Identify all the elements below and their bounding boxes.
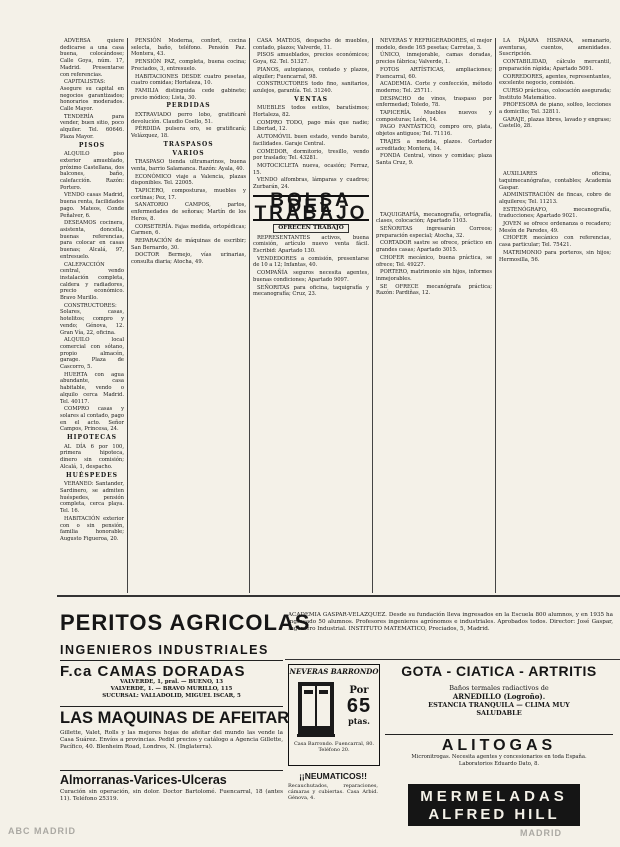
classified-ad: ESTENÓGRAFO, mecanografía, traducciones; Apartado 9021. [499, 206, 611, 220]
ingenieros-ad [60, 644, 283, 661]
camas-title: F.ca CAMAS DORADAS [60, 663, 246, 680]
classified-ad: ECONÓMICO viaje a Valencia, plazas disponibles. Tel. 22005. [131, 173, 246, 187]
classified-ad: VERANEO: Santander, Sardinero, se admiten huéspedes, pensión completa, cerca playa. Tel. 16. [60, 481, 124, 515]
classified-ad: AL DÍA 6 por 100, primera hipoteca, dinero sin comisión; Alcalá, 1, despacho. [60, 443, 124, 470]
classified-ad: DOCTOR Bermejo, vías urinarias, consulta diaria; Atocha, 49. [131, 252, 246, 266]
bolsa-del-trabajo-heading: BOLSA DEL TRABAJO [254, 189, 368, 225]
classified-ad: CASA MATEOS, despacho de muebles, contado, plazos; Valverde, 11. [253, 38, 369, 51]
classified-ad: CORTADOR sastre se ofrece, práctico en grandes casas; Apartado 3015. [376, 240, 492, 254]
gota-ad [385, 664, 613, 735]
neveras-price: 65 [346, 695, 372, 717]
camas-address: VALVERDE, 1. — BRAVO MURILLO, 115 [110, 686, 233, 692]
neumaticos-text: Recauchutados, reparaciones, cámaras y cubiertas. Casa Arbid. Génova, 4. [288, 782, 378, 801]
classified-ad: EXTRAVIADO perro lobo, gratificaré devolución. Claudio Coello, 51. [131, 112, 246, 125]
classified-ad: PENSIÓN PAZ, completa, buena cocina; Preciados, 3, entresuelo. [131, 59, 246, 72]
classified-ad: AUXILIARES oficina, taquimecanógrafas, contables; Academia Gaspar. [499, 171, 611, 191]
classified-ad: CHOFER mecánico con referencias, casa particular; Tel. 75421. [499, 235, 611, 249]
section-heading: VENTAS [294, 95, 328, 103]
classified-column-2 [131, 38, 246, 593]
classified-ad: SEÑORITAS ingresarán Correos; preparación especial; Atocha, 32. [376, 226, 492, 239]
classified-ad: FONDA Central, vinos y comidas; plaza Santa Cruz, 9. [376, 153, 492, 166]
varices-text: Curación sin operación, sin dolor. Doctor Bartolomé. Fuencarral, 18 (antes 11). Teléfono 25319. [60, 788, 283, 802]
alitogas-title: ALITOGAS [441, 737, 557, 754]
classified-ad: PISOS amueblados, precios económicos; Goya, 62. Tel. 51327. [253, 52, 369, 66]
section-heading: PISOS [78, 141, 106, 149]
classified-ad: VENDO casas Madrid, buena renta, facilidades pago. Mateos, Conde Peñalver, 6. [60, 192, 124, 219]
classified-ad: CORSETERÍA. Fajas medida, ortopédicas; Carmen, 6. [131, 223, 246, 237]
classified-ad: CORREDORES, agentes, representantes, excelente negocio, comisión. [499, 73, 612, 87]
classified-ad: REPRESENTANTES activos, buena comisión, artículo nuevo venta fácil. Escribid: Apartado 130. [253, 234, 369, 254]
classified-ad: DESEAMOS cocinera, asistenta, doncella, buenas referencias, para colocar en casas buenas; Alcalá, 97, entresuelo. [60, 220, 124, 260]
classified-ad: CAPITALISTAS: Asegure su capital en negocios garantizados; honorarios moderados. Calle Mayor. [60, 79, 124, 113]
classified-ad: ADMINISTRACIÓN de fincas, cobro de alquileres; Tel. 11213. [499, 192, 611, 205]
classified-ad: COMEDOR, dormitorio, tresillo, vendo por traslado; Tel. 43281. [253, 148, 369, 162]
column-rule [372, 38, 373, 593]
classified-ad: PIANOS, autopianos, contado y plazos, alquiler; Fuencarral, 98. [253, 66, 369, 80]
classified-ad: TRAJES a medida, plazos. Cortador acreditado; Montera, 14. [376, 138, 492, 152]
classified-column-1 [60, 38, 124, 593]
classified-ad: ÚNICO, inmejorable, camas doradas, precios fábrica; Valverde, 1. [376, 52, 492, 66]
neveras-price-box [341, 685, 377, 726]
classified-ad: MATRIMONIO para porteros, sin hijos; Hermosilla, 56. [499, 249, 611, 263]
column-rule [127, 38, 128, 593]
neveras-por: Por [349, 685, 369, 696]
classified-ad: HUERTA con agua abundante, casa habitable, vendo o alquilo cerca Madrid. Tel. 40117. [60, 371, 124, 405]
watermark-stamp: ABC MADRID [8, 826, 76, 836]
gota-line: ESTANCIA TRANQUILA — CLIMA MUY SALUDABLE [428, 701, 570, 717]
classified-ad: REPARACIÓN de máquinas de escribir; San Bernardo, 30. [131, 237, 246, 251]
ad-rule [285, 659, 620, 660]
classified-ad: TRASPASO tienda ultramarinos, buena venta, barrio Salamanca. Razón: Ayala, 40. [131, 159, 246, 172]
neumaticos-title: ¡¡NEUMATICOS!! [299, 771, 367, 781]
classified-ad: SEÑORITAS para oficina, taquigrafía y mecanografía; Cruz, 23. [253, 284, 369, 298]
varices-ad [60, 774, 283, 806]
section-heading: TRASPASOS [163, 140, 214, 148]
maquinas-title: LAS MAQUINAS DE AFEITAR [60, 709, 290, 727]
column-rule [249, 38, 250, 593]
classified-ad: TAPICERÍA. Muebles nuevos y composturas; León, 14. [376, 110, 492, 123]
classified-ad: HABITACIÓN exterior con o sin pensión, familia honorable; Augusto Figueroa, 20. [60, 515, 124, 542]
classified-ad: MOTOCICLETA nueva, ocasión; Ferraz, 15. [253, 162, 369, 176]
camas-address: VALVERDE, 1, pral. — BUENO, 13 [119, 679, 224, 685]
classified-ad: PENSIÓN Moderna, confort, cocina selecta, baño, teléfono. Pensión Paz. Montera, 43. [131, 38, 246, 58]
classified-ad: SE OFRECE mecanógrafa práctica; Razón: Pardiñas, 12. [376, 283, 492, 297]
alitogas-text: Micronitrogas. Necesita agentes y concesionarios en toda España. Laboratorios Eduardo Dato, 8. [411, 754, 587, 767]
classified-column-4 [376, 38, 492, 593]
classified-ad: CALEFACCIÓN central, vendo instalación completa, caldera y radiadores, precio económico. Bravo Murillo. [60, 261, 124, 302]
classified-column-3 [253, 38, 369, 593]
alfred-hill-title: ALFRED HILL [428, 806, 560, 823]
maquinas-text: Gillette, Valet, Rolls y las mejores hojas de afeitar del mundo las vende la Casa Suárez. Envíos a provincias. Pedid precios y catálogo a Agencia Gillette, Pacífico, 40. Blenheim Road, Londres, N. (Inglaterra). [60, 729, 283, 750]
ads-divider [57, 595, 620, 597]
gota-title: GOTA - CIATICA - ARTRITIS [401, 663, 597, 679]
classified-ad: SANATORIO CAMPOS, partos, enfermedades de señoras; Martín de los Heros, 8. [131, 202, 246, 222]
classified-ad: ALQUILO local comercial con sótano, propio almacén, garage. Plaza de Cascorro, 5. [60, 337, 124, 371]
classified-ad: VENDEDORES a comisión, presentarse de 10 a 12; Infantas, 40. [253, 255, 369, 269]
classified-ad: MUEBLES todos estilos, baratísimos; Hortaleza, 82. [253, 105, 369, 119]
spacer [499, 131, 611, 171]
classified-ad: PÉRDIDA pulsera oro, se gratificará; Velázquez, 18. [131, 126, 246, 140]
neveras-unit: ptas. [348, 716, 370, 726]
neveras-title: NEVERAS BARRONDO [289, 667, 379, 676]
mermeladas-title: MERMELADAS [420, 788, 568, 805]
classified-ad: PROFESORA de piano, solfeo, lecciones a domicilio; Tel. 32811. [499, 102, 611, 116]
maquinas-ad [60, 709, 290, 771]
classified-ad: CONSTRUCTORES todo fino, sanitarios, azulejos, garantía. Tel. 31240. [253, 81, 369, 94]
classified-ad: COMPAÑÍA seguros necesita agentes, buenas condiciones; Apartado 9097. [253, 270, 369, 283]
peritos-ad [60, 610, 311, 642]
classified-ad: ADVERSA quiere dedicarse a una casa buena, colocándose; Calle Goya, núm. 17, Madrid. Presentarse con referencias. [60, 38, 124, 78]
camas-ad [60, 664, 283, 707]
mermeladas-ad [408, 784, 580, 826]
classified-ad: GARAJE, plazas libres, lavado y engrase; Castelló, 28. [499, 116, 611, 130]
classified-ad: COMPRO TODO, pago más que nadie; Libertad, 12. [253, 119, 369, 133]
classified-ad: TAQUIGRAFÍA, mecanografía, ortografía, clases, colocación; Apartado 1103. [376, 211, 492, 225]
classified-ad: LA PÁJARA HISPANA, semanario, aventuras, cuentos, amenidades. Suscripción. [499, 38, 611, 58]
section-heading: PERDIDAS [166, 102, 211, 110]
section-heading: HIPOTECAS [66, 434, 117, 442]
gota-line: Baños termales radiactivos de [449, 684, 549, 692]
neveras-address: Casa Barrondo. Fuencarral, 80. Teléfono 20. [293, 741, 375, 753]
classified-ad: HABITACIONES DESDE cuatro pesetas, cuatro comidas; Hortaleza, 10. [131, 73, 246, 87]
classified-ad: COMPRO casas y solares al contado, pago en el acto. Señor Campos, Princesa, 24. [60, 406, 124, 433]
alitogas-ad [385, 738, 613, 778]
varices-title: Almorranas-Varices-Ulceras [60, 773, 227, 787]
classified-ad: CHOFER mecánico, buena práctica, se ofrece; Tel. 49227. [376, 254, 492, 268]
neveras-ad [288, 664, 380, 766]
camas-address: SUCURSAL: VALLADOLID, MIGUEL ISCAR, 5 [102, 693, 241, 699]
section-heading: HUÉSPEDES [65, 471, 118, 479]
classified-ad: PAGO FANTÁSTICO, compro oro, plata, objetos antiguos; Tel. 71116. [376, 124, 492, 138]
neumaticos-ad [288, 772, 378, 812]
classified-ad: NEVERAS Y REFRIGERADORES, el mejor modelo, desde 165 pesetas; Carretas, 3. [376, 38, 492, 51]
column-rule [495, 38, 496, 593]
classified-ad: FOTOS ARTÍSTICAS, ampliaciones; Fuencarral, 60. [376, 66, 492, 80]
classified-ad: ALQUILO piso exterior amueblado, próximo Castellana, dos balcones, baño, calefacción. Razón: Portero. [60, 151, 124, 191]
classified-ad: DESPACHO de vinos, traspaso por enfermedad; Toledo, 78. [376, 95, 492, 109]
ingenieros-title: INGENIEROS INDUSTRIALES [60, 643, 269, 657]
classified-ad: CONTABILIDAD, cálculo mercantil, preparación rápida; Apartado 5091. [499, 59, 611, 72]
classified-ad: PORTERO, matrimonio sin hijos, informes inmejorables. [376, 269, 492, 282]
gota-line: ARNEDILLO (Logroño). [452, 692, 546, 701]
classified-ad: ACADEMIA. Corte y confección, método moderno; Tel. 25711. [376, 81, 492, 94]
ofrecen-trabajo-heading: OFRECEN TRABAJO [273, 224, 349, 233]
classified-column-5 [499, 38, 611, 593]
refrigerator-icon [295, 680, 337, 738]
classified-ad: AUTOMÓVIL buen estado, vendo barato, facilidades. Garaje Central. [253, 134, 369, 147]
classified-ad: CONSTRUCTORES: Solares, casas, hotelitos; compro y vendo; Génova, 12. Gran Vía, 22, oficina. [60, 302, 124, 336]
spacer [376, 168, 492, 212]
classified-ad: VENDO alfombras, lámparas y cuadros; Zurbarán, 24. [253, 177, 369, 191]
watermark-stamp: MADRID [520, 828, 562, 838]
classified-ad: TENDERÍA para vender, buen sitio, poco alquiler. Tel. 60646. Plaza Mayor. [60, 113, 124, 140]
classified-ad: CURSO prácticas, colocación asegurada; Instituto Matemático. [499, 87, 611, 101]
peritos-title: PERITOS AGRICOLAS [60, 610, 311, 635]
academia-ad: ACADEMIA GASPAR-VELAZQUEZ. Desde su fundación lleva ingresados en la Escuela 800 alumnos, y en 1935 ha ingresado 50 alumnos. Profesores ingenieros agrónomos e industriales. Aprobados todos. Director: José Gaspar, Ingeniero Industrial. INSTITUTO MATEMATICO, Preciados, 5, Madrid. [288, 612, 613, 632]
classified-ad: FAMILIA distinguida cede gabinete; precio módico; Lista, 30. [131, 87, 246, 101]
classified-ad: JOVEN se ofrece ordenanza o recadero; Mesón de Paredes, 49. [499, 221, 611, 234]
classified-ad: TAPICERO, composturas, muebles y cortinas; Pez, 17. [131, 188, 246, 201]
section-heading: VARIOS [172, 149, 205, 157]
